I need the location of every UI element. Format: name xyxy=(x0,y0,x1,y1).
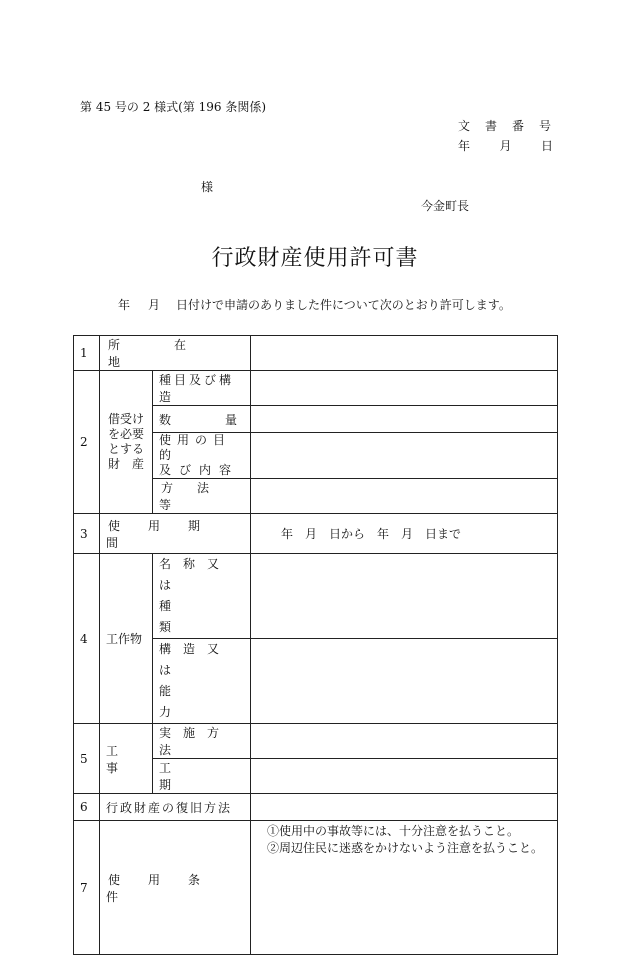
structure-capacity-label xyxy=(153,639,251,724)
row-number: 3 xyxy=(74,514,100,554)
row-label xyxy=(100,821,251,955)
issuer: 今金町長 xyxy=(421,199,470,213)
purpose-line1: 使用の目的 xyxy=(159,433,232,462)
date-month: 月 xyxy=(499,139,512,153)
conditions-value xyxy=(251,821,558,955)
table-row xyxy=(74,371,558,406)
period-label: 使用期間 xyxy=(106,518,229,550)
category-line: を必要 xyxy=(107,427,144,441)
location-label xyxy=(106,336,244,370)
row-number: 7 xyxy=(74,821,100,955)
type-structure-text: 種目及び構造 xyxy=(159,373,235,404)
method-value xyxy=(251,479,558,514)
row-number: 2 xyxy=(74,371,100,514)
construction-period-value xyxy=(251,759,558,794)
structure-capacity-value xyxy=(251,639,558,724)
row-number: 1 xyxy=(74,336,100,371)
table-row xyxy=(74,794,558,821)
location-label-text: 所在地 xyxy=(108,338,241,369)
table-row xyxy=(74,724,558,759)
name-type-line1: 名称又は xyxy=(159,557,232,592)
type-structure-value xyxy=(251,371,558,406)
permit-table xyxy=(73,335,558,955)
name-type-label xyxy=(153,554,251,639)
row-number: 5 xyxy=(74,724,100,794)
restoration-label: 行政財産の復旧方法 xyxy=(100,794,251,821)
quantity-label xyxy=(153,406,292,433)
date-year: 年 xyxy=(458,139,471,153)
document-date xyxy=(458,137,553,154)
method-label xyxy=(153,479,251,514)
type-structure-label xyxy=(153,371,251,406)
name-type-line2: 種類 xyxy=(159,599,227,634)
execution-method-value xyxy=(251,724,558,759)
construction-period-label: 工期 xyxy=(153,759,251,794)
intro-month: 月 xyxy=(148,298,161,312)
structure-capacity-line1: 構造又は xyxy=(159,642,232,677)
table-row xyxy=(74,821,558,955)
period-value: 年 月 日から 年 月 日まで xyxy=(251,514,558,554)
category-line: 借受け xyxy=(107,412,144,426)
quantity-value xyxy=(251,406,558,433)
category-line: 財 産 xyxy=(107,457,144,471)
execution-method-label: 実施方法 xyxy=(153,724,251,759)
condition-item: ①使用中の事故等には、十分注意を払うこと。 xyxy=(267,824,520,838)
structure-capacity-line2: 能力 xyxy=(159,684,227,719)
row-number: 4 xyxy=(74,554,100,724)
row-label xyxy=(100,336,251,371)
purpose-value xyxy=(251,433,558,479)
location-value xyxy=(251,336,558,371)
property-category xyxy=(100,371,153,514)
document-number-label: 文書番号 xyxy=(458,119,567,133)
quantity-text: 数量 xyxy=(159,412,292,427)
table-row xyxy=(74,336,558,371)
restoration-value xyxy=(251,794,558,821)
method-text: 方法等 xyxy=(159,481,234,512)
purpose-label xyxy=(153,433,251,479)
table-row xyxy=(74,554,558,639)
date-day: 日 xyxy=(540,139,553,153)
name-type-value xyxy=(251,554,558,639)
intro-sentence xyxy=(118,296,511,313)
row-number: 6 xyxy=(74,794,100,821)
construction-category: 工事 xyxy=(100,724,153,794)
conditions-label: 使用条件 xyxy=(106,872,229,904)
structure-category: 工作物 xyxy=(100,554,153,724)
condition-item: ②周辺住民に迷惑をかけないよう注意を払うこと。 xyxy=(267,841,544,855)
intro-text: 日付けで申請のありました件について次のとおり許可します。 xyxy=(176,298,511,312)
row-label xyxy=(100,514,251,554)
intro-year: 年 xyxy=(118,298,131,312)
addressee-suffix: 様 xyxy=(201,180,214,194)
category-line: とする xyxy=(107,442,144,456)
document-title: 行政財産使用許可書 xyxy=(211,246,419,271)
form-id: 第 45 号の 2 様式(第 196 条関係) xyxy=(80,100,267,114)
purpose-line2: 及び内容 xyxy=(159,463,240,477)
table-row xyxy=(74,514,558,554)
